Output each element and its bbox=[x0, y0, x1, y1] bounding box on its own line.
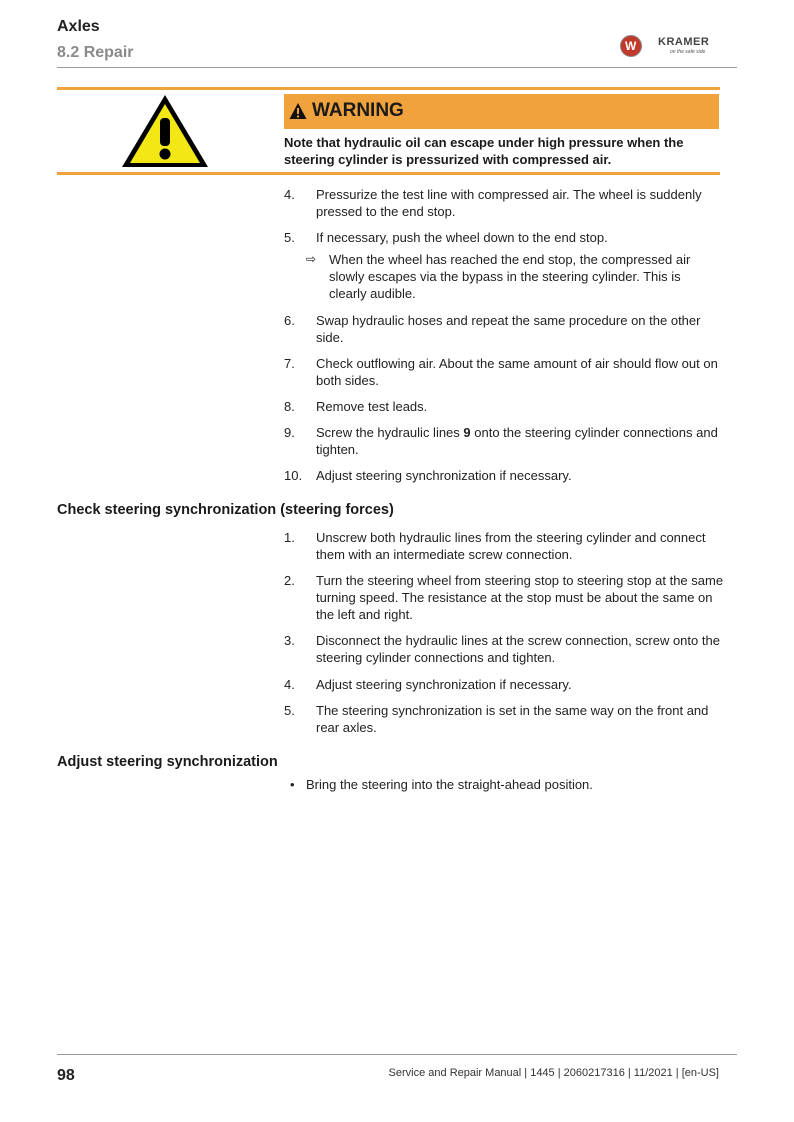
warning-message: Note that hydraulic oil can escape under high pressure when the steering cylinder is pressurized with compressed air. bbox=[284, 135, 684, 167]
footer-document-info: Service and Repair Manual | 1445 | 2060217316 | 11/2021 | [en-US] bbox=[388, 1067, 719, 1079]
logo-tagline: on the safe side bbox=[670, 49, 706, 55]
step-text: The steering synchronization is set in the same way on the front and rear axles. bbox=[316, 703, 709, 735]
step-text-before: Screw the hydraulic lines bbox=[316, 425, 464, 440]
warning-bottom-rule bbox=[57, 172, 720, 175]
warning-label-bar bbox=[284, 94, 719, 129]
step-number: 8. bbox=[284, 399, 295, 414]
bullet-dot: • bbox=[290, 777, 295, 792]
step-number: 4. bbox=[284, 677, 295, 692]
step-number: 4. bbox=[284, 187, 295, 202]
bullet-text: Bring the steering into the straight-ahead position. bbox=[306, 777, 593, 792]
warning-top-rule bbox=[57, 87, 720, 90]
item-number-ref: 9 bbox=[463, 425, 471, 440]
step-text: Swap hydraulic hoses and repeat the same procedure on the other side. bbox=[316, 313, 701, 345]
step-text: Check outflowing air. About the same amount of air should flow out on both sides. bbox=[316, 356, 718, 388]
result-arrow-icon: ⇨ bbox=[306, 252, 317, 266]
logo-name: KRAMER bbox=[658, 36, 710, 48]
logo-emblem-icon bbox=[620, 35, 642, 57]
warning-label: WARNING bbox=[312, 100, 404, 121]
step-number: 2. bbox=[284, 573, 295, 588]
step-number: 5. bbox=[284, 230, 295, 245]
kramer-logo bbox=[620, 33, 720, 61]
section-heading-check: Check steering synchronization (steering forces) bbox=[57, 502, 394, 518]
step-number: 10. bbox=[284, 468, 303, 483]
footer-divider bbox=[57, 1054, 737, 1055]
page-number: 98 bbox=[57, 1067, 75, 1084]
section-heading-adjust: Adjust steering synchronization bbox=[57, 754, 278, 770]
step-text-after: onto the steering cylinder connections and tighten. bbox=[316, 425, 718, 457]
chapter-title: Axles bbox=[57, 18, 100, 35]
warning-triangle-icon bbox=[119, 92, 211, 170]
step-number: 1. bbox=[284, 530, 295, 545]
step-number: 7. bbox=[284, 356, 295, 371]
step-text: Disconnect the hydraulic lines at the screw connection, screw onto the steering cylinder connections and tighten. bbox=[316, 633, 720, 665]
step-text: Adjust steering synchronization if necessary. bbox=[316, 677, 572, 692]
header-divider bbox=[57, 67, 737, 68]
step-text: If necessary, push the wheel down to the end stop. bbox=[316, 230, 608, 245]
step-number: 5. bbox=[284, 703, 295, 718]
step-number: 6. bbox=[284, 313, 295, 328]
step-text: Unscrew both hydraulic lines from the steering cylinder and connect them with an intermediate screw connection. bbox=[316, 530, 706, 562]
result-text: When the wheel has reached the end stop, the compressed air slowly escapes via the bypass in the steering cylinder. This is clearly audible. bbox=[329, 252, 691, 301]
section-title: 8.2 Repair bbox=[57, 44, 134, 61]
step-number: 9. bbox=[284, 425, 295, 440]
warning-small-icon bbox=[289, 102, 307, 120]
logo-letter: W bbox=[625, 39, 637, 53]
step-text: Adjust steering synchronization if necessary. bbox=[316, 468, 572, 483]
step-text: Remove test leads. bbox=[316, 399, 428, 414]
step-text bbox=[316, 424, 724, 458]
step-text: Turn the steering wheel from steering stop to steering stop at the same turning speed. The resistance at the stop must be about the same on the left and right. bbox=[316, 573, 724, 622]
step-number: 3. bbox=[284, 633, 295, 648]
step-text: Pressurize the test line with compressed air. The wheel is suddenly pressed to the end stop. bbox=[316, 187, 702, 219]
